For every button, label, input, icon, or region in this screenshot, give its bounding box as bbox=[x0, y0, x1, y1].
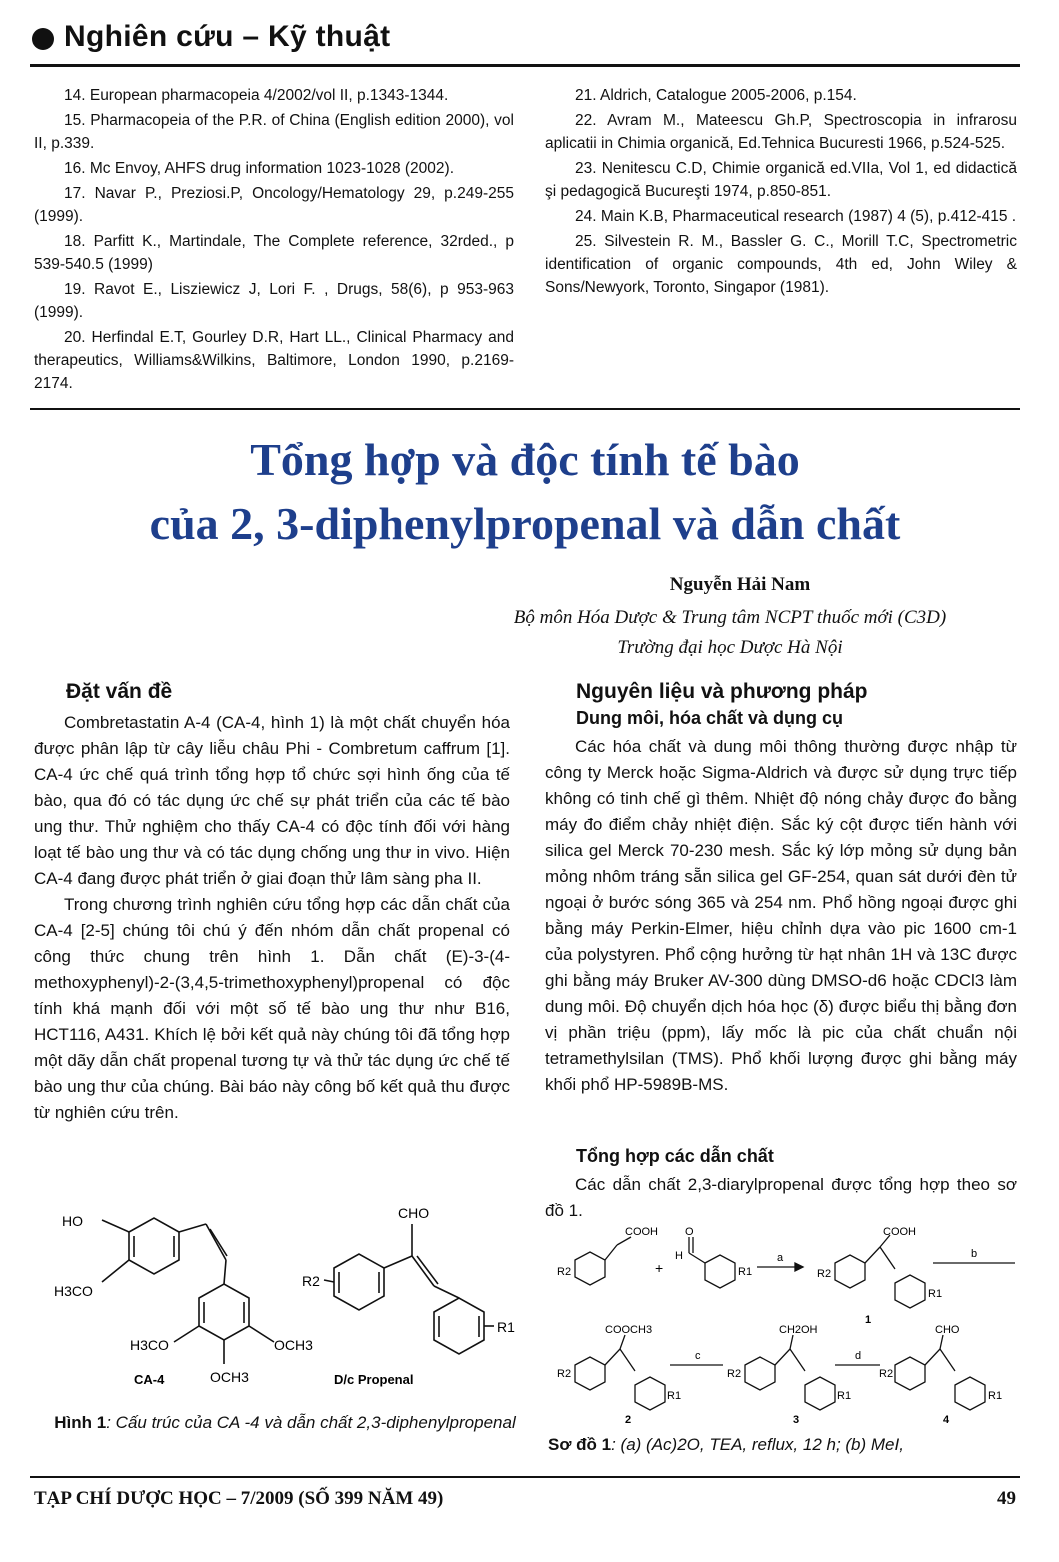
label-r1: R1 bbox=[497, 1319, 515, 1335]
label-cho: CHO bbox=[935, 1324, 960, 1336]
reference-item: 19. Ravot E., Lisziewicz J, Lori F. , Drugs, 58(6), p 953-963 (1999). bbox=[34, 281, 514, 321]
label-compound: 4 bbox=[943, 1414, 950, 1426]
right-column-text bbox=[545, 734, 1017, 1098]
reference-item: 22. Avram M., Mateescu Gh.P, Spectroscopia in infrarosu aplicatii in Chimia organică, Ed.Tehnica Bucuresti 1966, p.524-525. bbox=[545, 112, 1017, 152]
reference-item: 16. Mc Envoy, AHFS drug information 1023-1028 (2002). bbox=[64, 160, 455, 177]
right-column-text-2 bbox=[545, 1172, 1017, 1224]
scheme-1-caption bbox=[548, 1432, 1018, 1458]
label-r2: R2 bbox=[879, 1368, 894, 1380]
reference-item: 20. Herfindal E.T, Gourley D.R, Hart LL., Clinical Pharmacy and therapeutics, Williams&Wilkins, Baltimore, London 1990, p.2169-2174. bbox=[34, 329, 514, 392]
article-title bbox=[30, 428, 1020, 556]
affiliation bbox=[440, 603, 1020, 663]
label-step-d: d bbox=[855, 1350, 862, 1362]
reference-item: 21. Aldrich, Catalogue 2005-2006, p.154. bbox=[575, 87, 857, 104]
paragraph: Combretastatin A-4 (CA-4, hình 1) là một chất chuyển hóa được phân lập từ cây liễu châu Phi - Combretum caffrum [1]. CA-4 ức chế quá trình tổng hợp tổ chức sợi hình ống của tế bào, qua đó có tác dụng ức chế sự phát triển của các tế bào ung thư. Thử nghiệm cho thấy CA-4 có độc tính đối với hàng loạt tế bào ung thư và có tác dụng chống ung thư in vivo. Hiện CA-4 đang được phát triển ở giai đoạn thử lâm sàng pha II. bbox=[34, 713, 510, 888]
paragraph: Trong chương trình nghiên cứu tổng hợp các dẫn chất của CA-4 [2-5] chúng tôi chú ý đến nhóm dẫn chất propenal có công thức chung trên hình 1. Dẫn chất (E)-3-(4-methoxyphenyl)-2-(3,4,5-trimethoxyphenyl)propenal có độc tính khá mạnh đối với một số tế bào ung thư như B16, HCT116, A431. Khích lệ bởi kết quả này chúng tôi đã tổng hợp một dãy dẫn chất propenal tương tự và thử tác dụng ức chế tế bào ung thư của chúng. Bài báo này công bố kết quả thu được từ nghiên cứu trên. bbox=[34, 895, 510, 1122]
label-h: H bbox=[675, 1250, 683, 1262]
references-left bbox=[34, 84, 514, 397]
label-r2: R2 bbox=[302, 1273, 320, 1289]
label-compound: 1 bbox=[865, 1314, 872, 1326]
paragraph: Các dẫn chất 2,3-diarylpropenal được tổng hợp theo sơ đồ 1. bbox=[545, 1175, 1017, 1220]
label-o: O bbox=[685, 1226, 694, 1238]
label-r2: R2 bbox=[557, 1368, 572, 1380]
section-heading: Nguyên liệu và phương pháp bbox=[576, 680, 868, 703]
label-och3: OCH3 bbox=[274, 1337, 313, 1353]
label-r1: R1 bbox=[738, 1266, 753, 1278]
figure-1-caption bbox=[50, 1410, 520, 1436]
bullet-icon bbox=[32, 28, 54, 50]
caption-text: : (a) (Ac)2O, TEA, reflux, 12 h; (b) MeI, bbox=[611, 1435, 904, 1454]
label-ca4: CA-4 bbox=[134, 1372, 165, 1387]
label-compound: 3 bbox=[793, 1414, 800, 1426]
label-propenal: D/c Propenal bbox=[334, 1372, 414, 1387]
page-number: 49 bbox=[997, 1488, 1016, 1509]
page-header bbox=[30, 18, 1020, 67]
subsection-heading: Dung môi, hóa chất và dụng cụ bbox=[576, 708, 844, 728]
label-ch2oh: CH2OH bbox=[779, 1324, 818, 1336]
label-cho: CHO bbox=[398, 1205, 430, 1221]
title-line: Tổng hợp và độc tính tế bào bbox=[250, 434, 800, 485]
reference-item: 18. Parfitt K., Martindale, The Complete reference, 32rded., p 539-540.5 (1999) bbox=[34, 233, 514, 273]
label-h3co-ring: H3CO bbox=[130, 1337, 169, 1353]
label-cooh: COOH bbox=[625, 1226, 658, 1238]
paragraph: Các hóa chất và dung môi thông thường được nhập từ công ty Merck hoặc Sigma-Aldrich và được sử dụng trực tiếp không có tinh chế gì thêm. Nhiệt độ nóng chảy được đo bằng máy đo điểm chảy nhiệt điện. Sắc ký cột được tiến hành với silica gel Merck 70-230 mesh. Sắc ký lớp mỏng sử dụng bản mỏng nhôm tráng sẵn silica gel GF-254, quan sát dưới đèn tử ngoại ở bước sóng 365 và 254 nm. Phổ hồng ngoại được ghi bằng máy Perkin-Elmer, hiệu chỉnh dựa vào pic 1600 cm-1 của polystyren. Phổ cộng hưởng từ hạt nhân 1H và 13C được ghi bằng máy Bruker AV-300 dùng DMSO-d6 hoặc CDCl3 làm dung môi. Độ chuyển dịch hóa học (δ) được biểu thị bằng đơn vị phần triệu (ppm), lấy mốc là pic của chất chuẩn nội tetramethylsilan (TMS). Phổ khối lượng được ghi bằng máy khối phổ HP-5989B-MS. bbox=[545, 737, 1017, 1094]
reference-item: 15. Pharmacopeia of the P.R. of China (English edition 2000), vol II, p.339. bbox=[34, 112, 514, 152]
reference-item: 17. Navar P., Preziosi.P, Oncology/Hematology 29, p.249-255 (1999). bbox=[34, 185, 514, 225]
scheme-1-diagram bbox=[545, 1225, 1025, 1430]
references-right bbox=[545, 84, 1017, 301]
author-name: Nguyễn Hải Nam bbox=[669, 574, 811, 595]
label-r2: R2 bbox=[727, 1368, 742, 1380]
caption-text: : Cấu trúc của CA -4 và dẫn chất 2,3-diphenylpropenal bbox=[106, 1413, 516, 1432]
reference-item: 25. Silvestein R. M., Bassler G. C., Morill T.C, Spectrometric identification of organic compounds, 4th ed, John Wiley & Sons/Newyork, Toronto, Singapor (1981). bbox=[545, 233, 1017, 296]
section-title: Nghiên cứu – Kỹ thuật bbox=[64, 20, 391, 53]
label-r1: R1 bbox=[928, 1288, 943, 1300]
label-r2: R2 bbox=[557, 1266, 572, 1278]
caption-label: Hình 1 bbox=[54, 1413, 107, 1432]
affiliation-line: Trường đại học Dược Hà Nội bbox=[617, 637, 843, 658]
reference-item: 14. European pharmacopeia 4/2002/vol II, p.1343-1344. bbox=[64, 87, 449, 104]
affiliation-line: Bộ môn Hóa Dược & Trung tâm NCPT thuốc mới (C3D) bbox=[513, 607, 947, 628]
label-step-c: c bbox=[695, 1350, 701, 1362]
subsection-heading: Tổng hợp các dẫn chất bbox=[576, 1146, 774, 1166]
label-r1: R1 bbox=[988, 1390, 1003, 1402]
label-r1: R1 bbox=[667, 1390, 682, 1402]
label-och3-bottom: OCH3 bbox=[210, 1369, 249, 1385]
title-line: của 2, 3-diphenylpropenal và dẫn chất bbox=[149, 498, 901, 549]
divider bbox=[30, 408, 1020, 410]
label-ho: HO bbox=[62, 1213, 83, 1229]
label-cooh: COOH bbox=[883, 1226, 916, 1238]
label-cooch3: COOCH3 bbox=[605, 1324, 653, 1336]
journal-name: TẠP CHÍ DƯỢC HỌC – 7/2009 (SỐ 399 NĂM 49) bbox=[34, 1488, 444, 1509]
reference-item: 23. Nenitescu C.D, Chimie organică ed.VIIa, Vol 1, ed didactică şi pedagogică Bucureşti 1974, p.850-851. bbox=[545, 160, 1017, 200]
label-step-a: a bbox=[777, 1252, 784, 1264]
label-compound: 2 bbox=[625, 1414, 632, 1426]
section-heading: Đặt vấn đề bbox=[66, 680, 173, 703]
page-footer bbox=[30, 1476, 1020, 1509]
left-column-text bbox=[34, 710, 510, 1126]
label-step-b: b bbox=[971, 1248, 978, 1260]
caption-label: Sơ đồ 1 bbox=[548, 1435, 612, 1454]
figure-1-structures bbox=[34, 1202, 524, 1402]
label-h3co: H3CO bbox=[54, 1283, 93, 1299]
label-plus: + bbox=[655, 1260, 664, 1276]
label-r1: R1 bbox=[837, 1390, 852, 1402]
reference-item: 24. Main K.B, Pharmaceutical research (1987) 4 (5), p.412-415 . bbox=[575, 208, 1017, 225]
label-r2: R2 bbox=[817, 1268, 832, 1280]
